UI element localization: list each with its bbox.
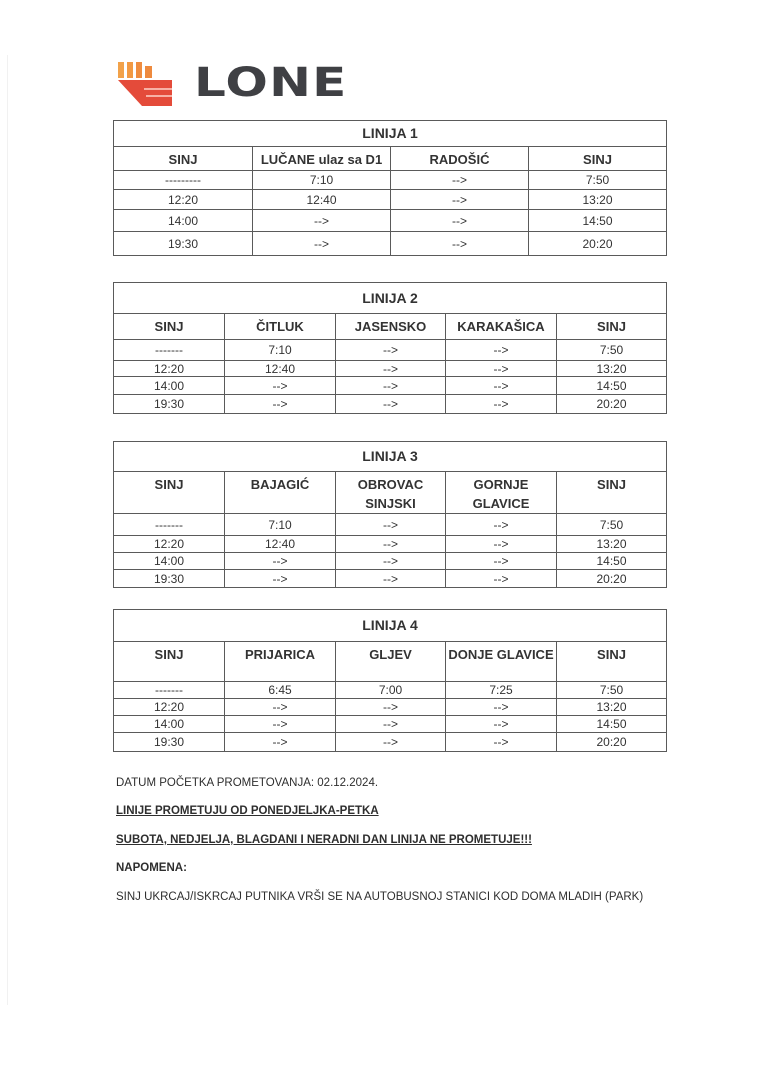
table-row	[114, 171, 667, 190]
column-header: SINJ	[114, 314, 225, 340]
table-row	[114, 232, 667, 256]
time-cell: -------	[114, 340, 225, 361]
time-cell: -->	[336, 395, 446, 414]
time-cell: -->	[446, 699, 557, 716]
time-cell: 19:30	[114, 570, 225, 588]
table-row	[114, 395, 667, 414]
line-2-table	[113, 282, 667, 414]
time-cell: 14:00	[114, 716, 225, 733]
table-row	[114, 553, 667, 570]
time-cell: 20:20	[529, 232, 667, 256]
time-cell: -->	[391, 190, 529, 210]
time-cell: 7:50	[557, 340, 667, 361]
time-cell: 20:20	[557, 395, 667, 414]
time-cell: -->	[225, 570, 336, 588]
table-row	[114, 699, 667, 716]
time-cell: -->	[446, 553, 557, 570]
weekdays-note: LINIJE PROMETUJU OD PONEDJELJKA-PETKA	[116, 805, 379, 817]
time-cell: 12:20	[114, 361, 225, 377]
time-cell: 7:25	[446, 682, 557, 699]
time-cell: 19:30	[114, 733, 225, 752]
line-title: LINIJA 4	[114, 610, 667, 642]
column-header: JASENSKO	[336, 314, 446, 340]
time-cell: -->	[391, 171, 529, 190]
time-cell: 14:00	[114, 553, 225, 570]
time-cell: 12:20	[114, 190, 253, 210]
start-date-note: DATUM POČETKA PROMETOVANJA: 02.12.2024.	[116, 777, 379, 789]
time-cell: 12:40	[225, 536, 336, 553]
column-header: SINJ	[529, 147, 667, 171]
time-cell: -->	[446, 395, 557, 414]
column-header: SINJ	[114, 472, 225, 514]
time-cell: -->	[391, 232, 529, 256]
time-cell: -->	[336, 699, 446, 716]
time-cell: 12:40	[225, 361, 336, 377]
table-row	[114, 190, 667, 210]
time-cell: ---------	[114, 171, 253, 190]
lone-hand-logo-icon	[116, 60, 176, 110]
time-cell: 14:00	[114, 377, 225, 395]
time-cell: -->	[253, 210, 391, 232]
time-cell: -->	[225, 377, 336, 395]
column-header: SINJ	[557, 314, 667, 340]
time-cell: -->	[446, 361, 557, 377]
column-header: SINJ	[114, 642, 225, 682]
table-row	[114, 733, 667, 752]
time-cell: 14:50	[557, 716, 667, 733]
brand-name: LONE	[194, 60, 348, 106]
line-title: LINIJA 2	[114, 283, 667, 314]
time-cell: 12:40	[253, 190, 391, 210]
table-row	[114, 570, 667, 588]
column-header: ČITLUK	[225, 314, 336, 340]
column-header: GLJEV	[336, 642, 446, 682]
time-cell: -->	[225, 395, 336, 414]
scan-margin-line	[7, 55, 8, 1005]
line-title: LINIJA 1	[114, 121, 667, 147]
column-header: RADOŠIĆ	[391, 147, 529, 171]
brand-logo	[116, 60, 376, 110]
time-cell: -->	[336, 377, 446, 395]
time-cell: -->	[336, 536, 446, 553]
time-cell: 20:20	[557, 733, 667, 752]
time-cell: 14:50	[557, 377, 667, 395]
time-cell: 13:20	[557, 361, 667, 377]
time-cell: -->	[336, 340, 446, 361]
time-cell: -->	[336, 361, 446, 377]
remark-label: NAPOMENA:	[116, 862, 187, 874]
time-cell: -->	[225, 716, 336, 733]
time-cell: 14:50	[557, 553, 667, 570]
time-cell: -->	[446, 733, 557, 752]
time-cell: 7:10	[225, 340, 336, 361]
column-header: KARAKAŠICA	[446, 314, 557, 340]
column-header: SINJ	[114, 147, 253, 171]
time-cell: 14:00	[114, 210, 253, 232]
line-1-table	[113, 120, 667, 256]
time-cell: -->	[391, 210, 529, 232]
time-cell: -->	[336, 514, 446, 536]
time-cell: -->	[446, 570, 557, 588]
column-header: BAJAGIĆ	[225, 472, 336, 514]
table-row	[114, 377, 667, 395]
time-cell: 13:20	[557, 536, 667, 553]
table-row	[114, 514, 667, 536]
table-row	[114, 682, 667, 699]
table-row	[114, 340, 667, 361]
column-header: SINJ	[557, 472, 667, 514]
column-header: LUČANE ulaz sa D1	[253, 147, 391, 171]
column-header: GORNJE GLAVICE	[446, 472, 557, 514]
line-4-table	[113, 609, 667, 752]
table-row	[114, 716, 667, 733]
line-title: LINIJA 3	[114, 442, 667, 472]
time-cell: 13:20	[529, 190, 667, 210]
column-header: PRIJARICA	[225, 642, 336, 682]
time-cell: 7:00	[336, 682, 446, 699]
time-cell: -->	[225, 733, 336, 752]
column-header: DONJE GLAVICE	[446, 642, 557, 682]
time-cell: -->	[446, 716, 557, 733]
time-cell: -->	[336, 570, 446, 588]
time-cell: 19:30	[114, 395, 225, 414]
time-cell: -->	[336, 553, 446, 570]
time-cell: 12:20	[114, 699, 225, 716]
table-row	[114, 536, 667, 553]
time-cell: -->	[225, 699, 336, 716]
time-cell: 13:20	[557, 699, 667, 716]
time-cell: -->	[446, 514, 557, 536]
time-cell: 7:50	[557, 514, 667, 536]
column-header: OBROVAC SINJSKI	[336, 472, 446, 514]
column-header: SINJ	[557, 642, 667, 682]
line-3-table	[113, 441, 667, 588]
no-service-note: SUBOTA, NEDJELJA, BLAGDANI I NERADNI DAN LINIJA NE PROMETUJE!!!	[116, 834, 532, 846]
time-cell: -->	[446, 536, 557, 553]
time-cell: -------	[114, 514, 225, 536]
time-cell: -->	[253, 232, 391, 256]
time-cell: -->	[446, 340, 557, 361]
remark-text: SINJ UKRCAJ/ISKRCAJ PUTNIKA VRŠI SE NA AUTOBUSNOJ STANICI KOD DOMA MLADIH (PARK)	[116, 891, 644, 903]
time-cell: -->	[225, 553, 336, 570]
table-row	[114, 361, 667, 377]
time-cell: -->	[446, 377, 557, 395]
time-cell: 7:50	[529, 171, 667, 190]
time-cell: 6:45	[225, 682, 336, 699]
time-cell: -->	[336, 733, 446, 752]
time-cell: 20:20	[557, 570, 667, 588]
time-cell: -------	[114, 682, 225, 699]
table-row	[114, 210, 667, 232]
time-cell: -->	[336, 716, 446, 733]
time-cell: 14:50	[529, 210, 667, 232]
time-cell: 7:10	[253, 171, 391, 190]
time-cell: 12:20	[114, 536, 225, 553]
time-cell: 19:30	[114, 232, 253, 256]
time-cell: 7:10	[225, 514, 336, 536]
time-cell: 7:50	[557, 682, 667, 699]
